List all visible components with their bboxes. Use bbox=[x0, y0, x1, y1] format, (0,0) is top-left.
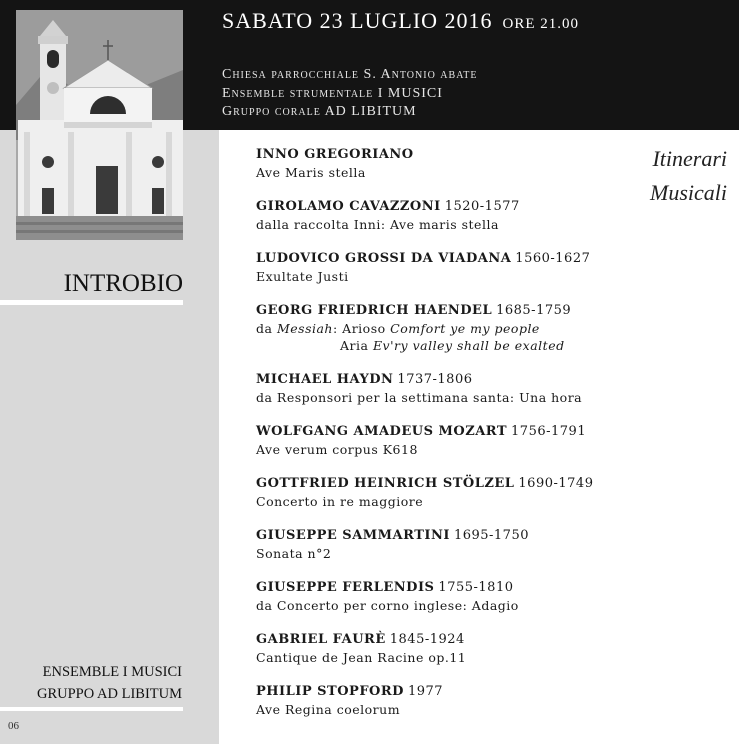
page-number: 06 bbox=[8, 720, 19, 732]
composer bbox=[256, 631, 626, 649]
program-entry bbox=[256, 579, 626, 614]
work-form: : Arioso bbox=[332, 321, 386, 336]
program-entry bbox=[256, 250, 626, 285]
venue-line: Chiesa parrocchiale S. Antonio abate bbox=[222, 67, 478, 82]
program-entry bbox=[256, 146, 626, 181]
work-title: da Responsori per la settimana santa: Una hora bbox=[256, 390, 583, 405]
composer bbox=[256, 371, 626, 389]
composer-name: GABRIEL FAURÈ bbox=[256, 632, 386, 647]
choir-name: GRUPPO AD LIBITUM bbox=[36, 686, 182, 702]
program-entry bbox=[256, 198, 626, 233]
composer-dates: 1685-1759 bbox=[496, 303, 572, 318]
work-title: Sonata n°2 bbox=[256, 546, 332, 561]
composer bbox=[256, 683, 626, 701]
composer-dates: 1977 bbox=[407, 684, 444, 699]
footer-divider bbox=[0, 707, 183, 711]
composer bbox=[256, 250, 626, 268]
series-title-line-1: Itinerari bbox=[652, 146, 727, 171]
composer-dates: 1756-1791 bbox=[511, 424, 587, 439]
composer-dates: 1690-1749 bbox=[518, 476, 594, 491]
program-entry bbox=[256, 475, 626, 510]
town-divider bbox=[0, 300, 183, 305]
event-time: ORE 21.00 bbox=[502, 16, 580, 32]
work-title: Exultate Justi bbox=[256, 269, 349, 284]
work-form: Aria bbox=[340, 338, 369, 353]
composer-dates: 1845-1924 bbox=[389, 632, 465, 647]
composer bbox=[256, 475, 626, 493]
composer-name: MICHAEL HAYDN bbox=[256, 372, 394, 387]
program-entry bbox=[256, 302, 626, 354]
church-photo bbox=[16, 10, 183, 240]
town-name: INTROBIO bbox=[63, 270, 183, 297]
work-title: Ave Regina coelorum bbox=[256, 702, 401, 717]
program-entry bbox=[256, 371, 626, 406]
composer-dates: 1560-1627 bbox=[515, 251, 591, 266]
composer-name: INNO GREGORIANO bbox=[256, 147, 414, 162]
composer-name: GEORG FRIEDRICH HAENDEL bbox=[256, 303, 493, 318]
work-title: Cantique de Jean Racine op.11 bbox=[256, 650, 467, 665]
work-line-1 bbox=[256, 320, 626, 337]
composer-name: GIUSEPPE SAMMARTINI bbox=[256, 528, 450, 543]
program-entry bbox=[256, 631, 626, 666]
composer-dates: 1520-1577 bbox=[444, 199, 520, 214]
series-title-line-2: Musicali bbox=[650, 180, 727, 205]
composer bbox=[256, 579, 626, 597]
work-title: Ave Maris stella bbox=[256, 165, 366, 180]
date-text: SABATO 23 LUGLIO 2016 bbox=[222, 8, 493, 33]
work-movement: Ev'ry valley shall be exalted bbox=[372, 338, 565, 353]
work-source: Messiah bbox=[276, 321, 333, 336]
event-date bbox=[222, 8, 579, 34]
composer bbox=[256, 198, 626, 216]
ensemble-line: Ensemble strumentale I MUSICI bbox=[222, 86, 443, 101]
composer bbox=[256, 146, 626, 164]
composer-name: GIROLAMO CAVAZZONI bbox=[256, 199, 441, 214]
work-title: da Concerto per corno inglese: Adagio bbox=[256, 598, 519, 613]
choir-line: Gruppo corale AD LIBITUM bbox=[222, 104, 417, 119]
work-title: dalla raccolta Inni: Ave maris stella bbox=[256, 217, 499, 232]
composer bbox=[256, 527, 626, 545]
composer-name: GIUSEPPE FERLENDIS bbox=[256, 580, 435, 595]
composer-name: WOLFGANG AMADEUS MOZART bbox=[256, 424, 508, 439]
composer-name: PHILIP STOPFORD bbox=[256, 684, 404, 699]
composer-name: GOTTFRIED HEINRICH STÖLZEL bbox=[256, 476, 515, 491]
work-movement: Comfort ye my people bbox=[390, 321, 540, 336]
program-entry bbox=[256, 527, 626, 562]
composer-dates: 1737-1806 bbox=[397, 372, 473, 387]
program-entry bbox=[256, 423, 626, 458]
church-image bbox=[16, 10, 183, 240]
work-title: Concerto in re maggiore bbox=[256, 494, 424, 509]
composer-dates: 1695-1750 bbox=[453, 528, 529, 543]
composer bbox=[256, 302, 626, 320]
work-title: Ave verum corpus K618 bbox=[256, 442, 418, 457]
work-prefix: da bbox=[256, 321, 273, 336]
concert-program bbox=[256, 146, 626, 718]
work-line-2 bbox=[256, 337, 626, 354]
composer-name: LUDOVICO GROSSI DA VIADANA bbox=[256, 251, 512, 266]
composer bbox=[256, 423, 626, 441]
ensemble-name: ENSEMBLE I MUSICI bbox=[42, 664, 182, 680]
composer-dates: 1755-1810 bbox=[438, 580, 514, 595]
program-entry bbox=[256, 683, 626, 718]
